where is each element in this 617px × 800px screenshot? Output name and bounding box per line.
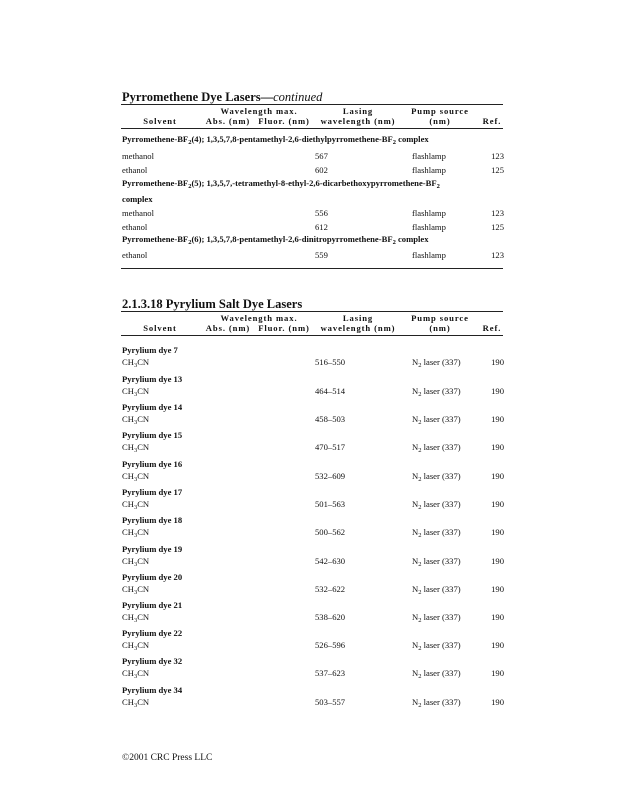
table2-cell-lasing: 501–563 xyxy=(315,499,346,509)
table2-cell-pump: $N_2$ laser (337) xyxy=(412,357,461,369)
table2-header-pump-unit: (nm) xyxy=(429,323,451,333)
table2-dye-name: Pyrylium dye 15 xyxy=(122,430,183,440)
table2-cell-lasing: 532–609 xyxy=(315,471,346,481)
table1-header-lasing: Lasing xyxy=(342,106,374,116)
table2-cell-ref: 190 xyxy=(491,612,504,622)
table2-cell-lasing: 464–514 xyxy=(315,386,346,396)
table1-header-abs: Abs. (nm) xyxy=(205,116,251,126)
table2-cell-ref: 190 xyxy=(491,386,504,396)
table1-header-ref: Ref. xyxy=(482,116,502,126)
table2-cell-ref: 190 xyxy=(491,442,504,452)
table1-header-lasing-wavelength: wavelength (nm) xyxy=(320,116,396,126)
table2-dye-name: Pyrylium dye 18 xyxy=(122,515,183,525)
table2-cell-pump: $N_2$ laser (337) xyxy=(412,584,461,596)
table1-cell-ref: 123 xyxy=(491,250,504,260)
table2-cell-lasing: 538–620 xyxy=(315,612,346,622)
table1-cell-lasing: 559 xyxy=(315,250,328,260)
table2-cell-solvent: $CH_3CN$ xyxy=(122,612,150,624)
table1-header-fluor: Fluor. (nm) xyxy=(258,116,310,126)
table2-cell-ref: 190 xyxy=(491,556,504,566)
table2-title: 2.1.3.18 Pyrylium Salt Dye Lasers xyxy=(122,297,303,311)
table2-dye-name: Pyrylium dye 14 xyxy=(122,402,183,412)
table2-cell-solvent: $CH_3CN$ xyxy=(122,527,150,539)
table2-top-rule xyxy=(121,311,503,312)
table2-cell-ref: 190 xyxy=(491,527,504,537)
table2-cell-solvent: $CH_3CN$ xyxy=(122,471,150,483)
table2-cell-pump: $N_2$ laser (337) xyxy=(412,471,461,483)
table2-cell-pump: $N_2$ laser (337) xyxy=(412,527,461,539)
table2-cell-solvent: $CH_3CN$ xyxy=(122,414,150,426)
table2-dye-name: Pyrylium dye 20 xyxy=(122,572,183,582)
table2-header-ref: Ref. xyxy=(482,323,502,333)
table1-cell-pump: flashlamp xyxy=(412,208,446,218)
table1-cell-solvent: methanol xyxy=(122,208,154,218)
table1-group-name: Pyrromethene-$BF_2(6)$; $1,3,5,7,8-pentamethyl-2,6-dinitropyrromethene-BF_2$ complex xyxy=(122,234,429,246)
table2-cell-pump: $N_2$ laser (337) xyxy=(412,414,461,426)
table1-bottom-rule xyxy=(121,268,503,269)
table2-dye-name: Pyrylium dye 32 xyxy=(122,656,183,666)
table1-group-name: Pyrromethene-$BF_2(5)$; $1,3,5,7,-tetramethyl-8-ethyl-2,6-dicarbethoxypyrromethene-BF_2$ xyxy=(122,178,440,190)
table2-header-fluor: Fluor. (nm) xyxy=(258,323,310,333)
table2-dye-name: Pyrylium dye 17 xyxy=(122,487,183,497)
table1-top-rule xyxy=(121,104,503,105)
table2-header-abs: Abs. (nm) xyxy=(205,323,251,333)
table2-header-rule xyxy=(121,335,503,336)
table2-cell-lasing: 503–557 xyxy=(315,697,346,707)
table2-header-solvent: Solvent xyxy=(143,323,177,333)
table2-cell-lasing: 516–550 xyxy=(315,357,346,367)
copyright-footer: ©2001 CRC Press LLC xyxy=(122,753,213,763)
table1-cell-lasing: 602 xyxy=(315,165,328,175)
table2-cell-lasing: 537–623 xyxy=(315,668,346,678)
table2-cell-pump: $N_2$ laser (337) xyxy=(412,697,461,709)
table2-cell-ref: 190 xyxy=(491,499,504,509)
table2-dye-name: Pyrylium dye 7 xyxy=(122,345,178,355)
table2-cell-lasing: 470–517 xyxy=(315,442,346,452)
table1-cell-lasing: 612 xyxy=(315,222,328,232)
table2-cell-solvent: $CH_3CN$ xyxy=(122,640,150,652)
table1-cell-pump: flashlamp xyxy=(412,222,446,232)
table1-header-pump-source: Pump source xyxy=(411,106,469,116)
table2-cell-lasing: 458–503 xyxy=(315,414,346,424)
table2-cell-lasing: 532–622 xyxy=(315,584,346,594)
table2-cell-solvent: $CH_3CN$ xyxy=(122,556,150,568)
table1-cell-lasing: 556 xyxy=(315,208,328,218)
table2-dye-name: Pyrylium dye 34 xyxy=(122,685,183,695)
table2-cell-solvent: $CH_3CN$ xyxy=(122,668,150,680)
table2-dye-name: Pyrylium dye 19 xyxy=(122,544,183,554)
table1-cell-solvent: ethanol xyxy=(122,222,148,232)
table2-cell-pump: $N_2$ laser (337) xyxy=(412,612,461,624)
table1-cell-pump: flashlamp xyxy=(412,151,446,161)
table1-header-rule xyxy=(121,128,503,129)
table2-cell-solvent: $CH_3CN$ xyxy=(122,386,150,398)
table1-cell-solvent: methanol xyxy=(122,151,154,161)
table2-cell-lasing: 500–562 xyxy=(315,527,346,537)
table2-cell-ref: 190 xyxy=(491,584,504,594)
table1-group-name: Pyrromethene-$BF_2(4)$; $1,3,5,7,8-pentamethyl-2,6-diethylpyrromethene-BF_2$ complex xyxy=(122,134,429,146)
table2-cell-lasing: 526–596 xyxy=(315,640,346,650)
table1-title-text: Pyrromethene Dye Lasers— xyxy=(122,90,274,104)
table2-cell-ref: 190 xyxy=(491,640,504,650)
table2-cell-pump: $N_2$ laser (337) xyxy=(412,640,461,652)
table2-cell-solvent: $CH_3CN$ xyxy=(122,584,150,596)
table2-header-lasing: Lasing xyxy=(342,313,374,323)
table2-cell-solvent: $CH_3CN$ xyxy=(122,499,150,511)
table2-dye-name: Pyrylium dye 13 xyxy=(122,374,183,384)
table1-header-wavelength-max: Wavelength max. xyxy=(220,106,298,116)
table2-dye-name: Pyrylium dye 16 xyxy=(122,459,183,469)
table1-cell-ref: 123 xyxy=(491,151,504,161)
table1-cell-solvent: ethanol xyxy=(122,250,148,260)
table2-cell-ref: 190 xyxy=(491,668,504,678)
table1-title xyxy=(122,90,322,105)
table1-group-name-line2: complex xyxy=(122,194,153,204)
table2-cell-ref: 190 xyxy=(491,357,504,367)
table2-dye-name: Pyrylium dye 22 xyxy=(122,628,183,638)
table2-cell-ref: 190 xyxy=(491,471,504,481)
table2-header-lasing-wavelength: wavelength (nm) xyxy=(320,323,396,333)
table2-cell-pump: $N_2$ laser (337) xyxy=(412,668,461,680)
table2-cell-pump: $N_2$ laser (337) xyxy=(412,386,461,398)
table2-cell-pump: $N_2$ laser (337) xyxy=(412,442,461,454)
table2-cell-lasing: 542–630 xyxy=(315,556,346,566)
table1-cell-ref: 125 xyxy=(491,165,504,175)
table2-header-pump-source: Pump source xyxy=(411,313,469,323)
table1-cell-solvent: ethanol xyxy=(122,165,148,175)
table1-title-continued: continued xyxy=(273,90,323,104)
table1-cell-ref: 123 xyxy=(491,208,504,218)
table2-cell-solvent: $CH_3CN$ xyxy=(122,697,150,709)
table2-header-wavelength-max: Wavelength max. xyxy=(220,313,298,323)
table2-cell-ref: 190 xyxy=(491,414,504,424)
table2-cell-pump: $N_2$ laser (337) xyxy=(412,499,461,511)
table1-header-pump-unit: (nm) xyxy=(429,116,451,126)
table1-cell-pump: flashlamp xyxy=(412,165,446,175)
table2-cell-ref: 190 xyxy=(491,697,504,707)
table2-cell-solvent: $CH_3CN$ xyxy=(122,442,150,454)
table2-cell-solvent: $CH_3CN$ xyxy=(122,357,150,369)
table1-cell-lasing: 567 xyxy=(315,151,328,161)
table1-header-solvent: Solvent xyxy=(143,116,177,126)
table1-cell-ref: 125 xyxy=(491,222,504,232)
table2-dye-name: Pyrylium dye 21 xyxy=(122,600,183,610)
table2-cell-pump: $N_2$ laser (337) xyxy=(412,556,461,568)
table1-cell-pump: flashlamp xyxy=(412,250,446,260)
